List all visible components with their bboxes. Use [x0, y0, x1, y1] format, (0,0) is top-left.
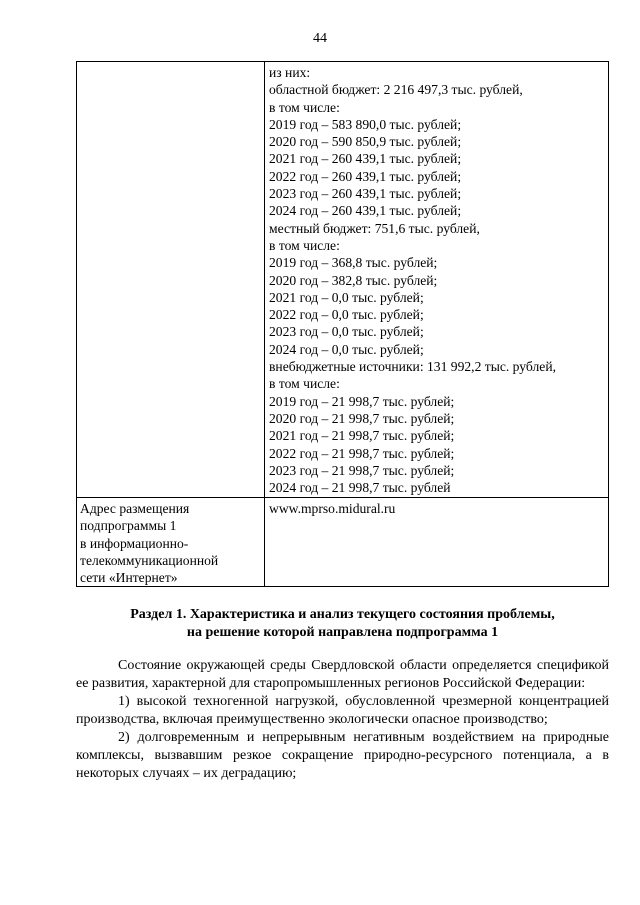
funding-line: областной бюджет: 2 216 497,3 тыс. рублей,	[269, 82, 523, 98]
section-title	[76, 606, 609, 642]
table-cell-website	[265, 498, 609, 587]
funding-line: в том числе:	[269, 237, 340, 253]
funding-line: 2020 год – 590 850,9 тыс. рублей;	[269, 134, 462, 150]
funding-line: 2023 год – 260 439,1 тыс. рублей;	[269, 186, 462, 202]
address-label-line: в информационно-	[80, 535, 189, 551]
funding-line: 2019 год – 21 998,7 тыс. рублей;	[269, 393, 455, 409]
website-url: www.mprso.midural.ru	[269, 501, 396, 516]
address-label-line: Адрес размещения	[80, 501, 190, 516]
funding-line: 2020 год – 21 998,7 тыс. рублей;	[269, 410, 455, 426]
address-label-line: телекоммуникационной	[80, 552, 219, 568]
page-number: 44	[313, 31, 327, 46]
funding-line: 2021 год – 260 439,1 тыс. рублей;	[269, 151, 462, 167]
funding-line: 2022 год – 21 998,7 тыс. рублей;	[269, 445, 455, 461]
address-label-line: подпрограммы 1	[80, 518, 177, 534]
funding-line: 2022 год – 0,0 тыс. рублей;	[269, 307, 424, 323]
section-title-line-2: на решение которой направлена подпрограмма 1	[186, 625, 499, 640]
table-row-funding	[77, 62, 609, 498]
funding-line: 2024 год – 0,0 тыс. рублей;	[269, 341, 424, 357]
list-item: 1) высокой техногенной нагрузкой, обусловленной чрезмерной концентрацией производства, включая преимущественно экологически опасное производство;	[76, 694, 609, 727]
funding-line: внебюджетные источники: 131 992,2 тыс. рублей,	[269, 359, 556, 375]
list-item: 2) долговременным и непрерывным негативным воздействием на природные комплексы, вызвавшим резкое сокращение природно-ресурсного потенциала, а в некоторых случаях – их деградацию;	[76, 730, 609, 781]
paragraph: Состояние окружающей среды Свердловской области определяется спецификой ее развития, характерной для старопромышленных регионов Российской Федерации:	[76, 658, 609, 691]
body-text	[76, 657, 609, 783]
section-title-line-1: Раздел 1. Характеристика и анализ текущего состояния проблемы,	[130, 607, 555, 622]
funding-line: 2021 год – 0,0 тыс. рублей;	[269, 289, 424, 305]
funding-line: 2024 год – 21 998,7 тыс. рублей	[269, 480, 451, 496]
address-label-line: сети «Интернет»	[80, 570, 178, 586]
subprogram-passport-table	[76, 61, 609, 587]
table-cell-label-empty	[77, 62, 265, 498]
funding-line: местный бюджет: 751,6 тыс. рублей,	[269, 220, 480, 236]
funding-line: 2023 год – 0,0 тыс. рублей;	[269, 324, 424, 340]
table-cell-funding-details	[265, 62, 609, 498]
funding-line: 2022 год – 260 439,1 тыс. рублей;	[269, 168, 462, 184]
funding-line: в том числе:	[269, 376, 340, 392]
funding-line: из них:	[269, 65, 311, 80]
funding-line: 2020 год – 382,8 тыс. рублей;	[269, 272, 438, 288]
funding-line: 2019 год – 583 890,0 тыс. рублей;	[269, 116, 462, 132]
table-cell-address-label	[77, 498, 265, 587]
funding-line: 2021 год – 21 998,7 тыс. рублей;	[269, 428, 455, 444]
table-row-internet-address	[77, 498, 609, 587]
funding-line: 2023 год – 21 998,7 тыс. рублей;	[269, 462, 455, 478]
funding-line: 2024 год – 260 439,1 тыс. рублей;	[269, 203, 462, 219]
funding-line: 2019 год – 368,8 тыс. рублей;	[269, 255, 438, 271]
funding-line: в том числе:	[269, 99, 340, 115]
